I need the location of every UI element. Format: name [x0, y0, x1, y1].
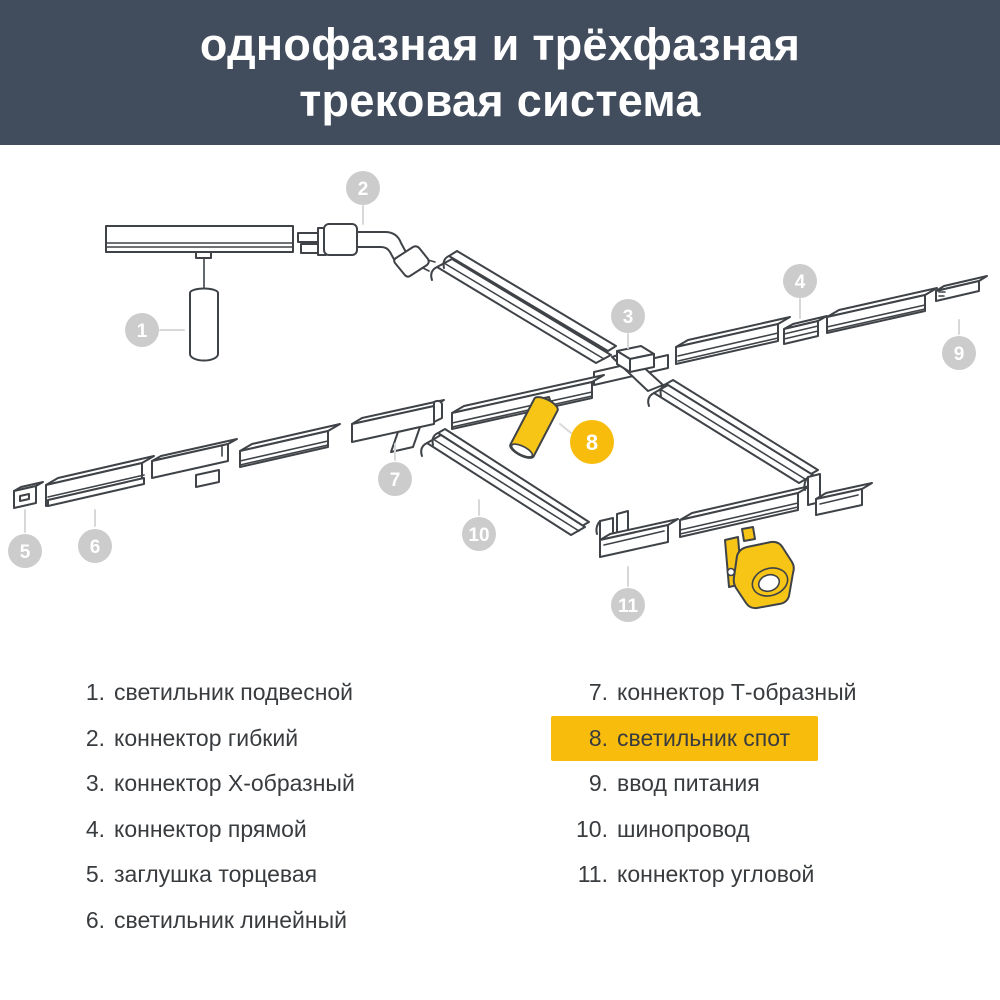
- legend-label: коннектор прямой: [114, 815, 307, 842]
- legend-item-1: [60, 670, 355, 716]
- straight-connector: [784, 316, 827, 344]
- track-right-2: [827, 288, 937, 333]
- legend-item-10: [551, 807, 778, 853]
- angled-end-connector: [804, 474, 872, 515]
- legend-number: 6.: [85, 906, 105, 933]
- legend-column-right: [540, 670, 885, 898]
- svg-text:5: 5: [19, 542, 31, 563]
- legend-item-8-highlighted: [551, 716, 818, 762]
- legend-label: ввод питания: [617, 770, 760, 797]
- legend-item-3: [60, 761, 355, 807]
- badge-9: [942, 336, 976, 370]
- legend-label: заглушка торцевая: [114, 861, 318, 888]
- svg-text:9: 9: [953, 344, 965, 365]
- badge-1: [125, 313, 159, 347]
- legend-number: 2.: [85, 724, 105, 751]
- legend-item-2: [60, 716, 355, 762]
- badge-8-highlighted: [570, 420, 614, 464]
- diagonal-track-upper-left: [431, 251, 616, 363]
- badge-2: [346, 171, 380, 205]
- badge-4: [783, 264, 817, 298]
- legend-number: 4.: [85, 815, 105, 842]
- page-title-line-1: однофазная и трёхфазная: [199, 18, 801, 70]
- legend-label: светильник линейный: [114, 906, 347, 933]
- badge-3: [611, 299, 645, 333]
- legend-label: коннектор Х-образный: [114, 770, 355, 797]
- legend-item-4: [60, 807, 355, 853]
- svg-text:8: 8: [585, 430, 599, 455]
- flexible-connector: [298, 224, 435, 277]
- legend-label: шинопровод: [617, 815, 750, 842]
- legend-number: 1.: [85, 679, 105, 706]
- svg-text:6: 6: [89, 537, 101, 558]
- svg-text:1: 1: [136, 321, 148, 342]
- legend-item-6: [60, 898, 355, 944]
- end-cap: [14, 482, 43, 508]
- page-title-line-2: трековая система: [299, 74, 701, 126]
- svg-text:3: 3: [622, 307, 634, 328]
- track-left: [240, 424, 340, 467]
- legend-column-left: [60, 670, 355, 943]
- svg-text:7: 7: [389, 470, 401, 491]
- legend-item-11: [551, 852, 842, 898]
- legend-number: 5.: [85, 861, 105, 888]
- track-right: [676, 317, 790, 364]
- legend-label: коннектор угловой: [617, 861, 815, 888]
- legend-number: 8.: [588, 724, 608, 751]
- legend-label: коннектор Т-образный: [617, 679, 857, 706]
- badge-6: [78, 529, 112, 563]
- legend-number: 10.: [576, 815, 608, 842]
- legend-item-7: [551, 670, 885, 716]
- corner-connector: [596, 511, 678, 557]
- linear-light: [46, 456, 154, 506]
- legend-number: 11.: [577, 861, 608, 888]
- legend-number: 7.: [588, 679, 608, 706]
- power-input: [936, 276, 987, 301]
- legend-item-9: [551, 761, 788, 807]
- badge-10: [462, 517, 496, 551]
- busbar-track: [421, 429, 589, 535]
- badge-7: [378, 462, 412, 496]
- badge-5: [8, 534, 42, 568]
- svg-text:10: 10: [468, 525, 490, 546]
- svg-text:2: 2: [357, 179, 369, 200]
- svg-text:4: 4: [794, 272, 806, 293]
- track-spot-head: [725, 527, 794, 608]
- legend-label: светильник подвесной: [114, 679, 354, 706]
- badge-11: [611, 588, 645, 622]
- svg-text:11: 11: [617, 596, 639, 617]
- legend-number: 9.: [588, 770, 608, 797]
- legend-label: коннектор гибкий: [114, 724, 299, 751]
- legend-number: 3.: [85, 770, 105, 797]
- legend-label: светильник спот: [617, 724, 791, 751]
- legend-item-5: [60, 852, 355, 898]
- mini-connector: [152, 439, 237, 487]
- diagonal-track-right: [648, 380, 818, 483]
